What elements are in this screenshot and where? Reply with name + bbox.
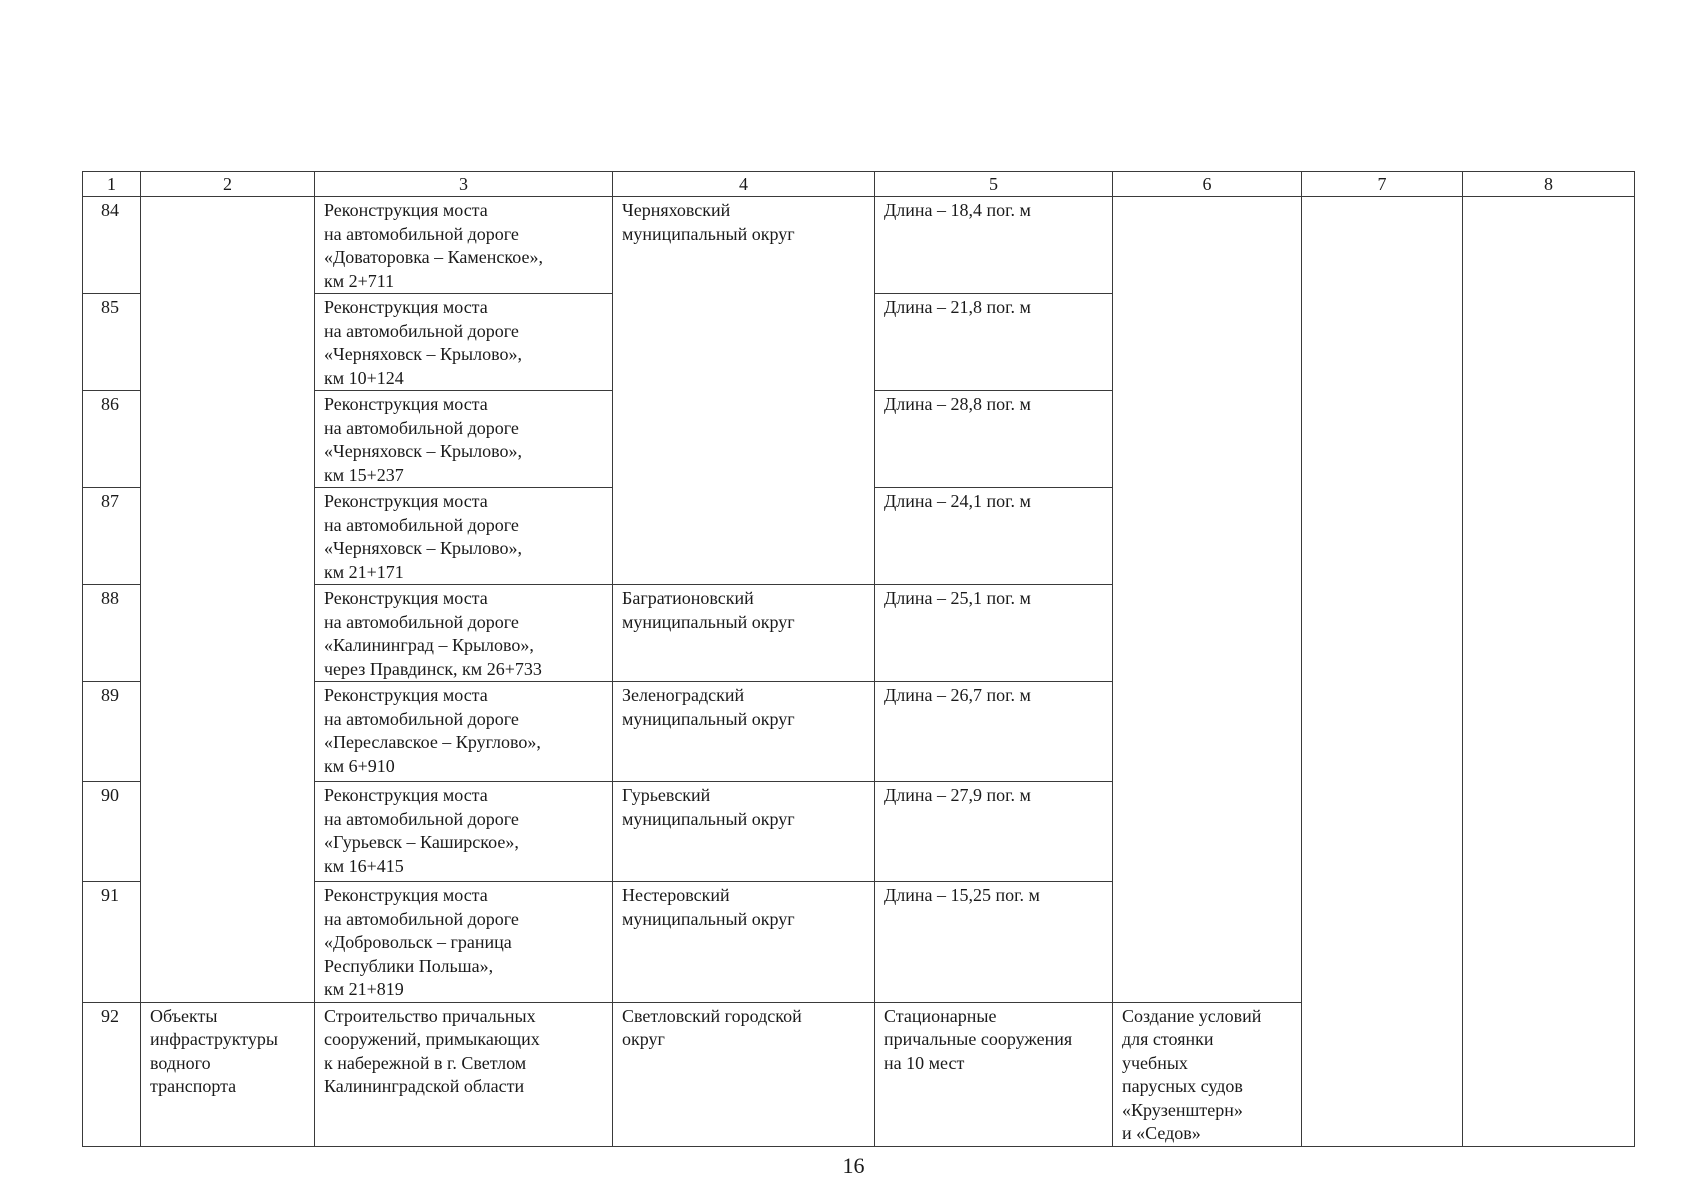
column-header-3: 3 xyxy=(315,172,613,197)
object-name-cell: Реконструкция моста на автомобильной дороге «Гурьевск – Каширское», км 16+415 xyxy=(315,782,613,882)
objects-table xyxy=(82,171,1635,1147)
characteristics-cell: Длина – 26,7 пог. м xyxy=(875,682,1113,782)
object-name-cell: Реконструкция моста на автомобильной дороге «Черняховск – Крылово», км 10+124 xyxy=(315,294,613,391)
characteristics-cell: Длина – 15,25 пог. м xyxy=(875,882,1113,1003)
object-type-cell: Объекты инфраструктуры водного транспорта xyxy=(141,1002,315,1146)
row-number: 85 xyxy=(83,294,141,391)
column-header-4: 4 xyxy=(613,172,875,197)
column-8-cell-empty xyxy=(1463,197,1635,1147)
characteristics-cell: Длина – 18,4 пог. м xyxy=(875,197,1113,294)
location-cell: Нестеровский муниципальный округ xyxy=(613,882,875,1003)
row-number: 90 xyxy=(83,782,141,882)
column-7-cell-empty xyxy=(1302,197,1463,1147)
object-name-cell: Реконструкция моста на автомобильной дороге «Черняховск – Крылово», км 15+237 xyxy=(315,391,613,488)
object-type-cell-empty xyxy=(141,197,315,1003)
characteristics-cell: Длина – 24,1 пог. м xyxy=(875,488,1113,585)
characteristics-cell: Длина – 27,9 пог. м xyxy=(875,782,1113,882)
column-header-2: 2 xyxy=(141,172,315,197)
column-header-1: 1 xyxy=(83,172,141,197)
table-row xyxy=(83,197,1635,294)
object-name-cell: Реконструкция моста на автомобильной дороге «Доваторовка – Каменское», км 2+711 xyxy=(315,197,613,294)
location-cell: Черняховский муниципальный округ xyxy=(613,197,875,585)
row-number: 88 xyxy=(83,585,141,682)
object-name-cell: Реконструкция моста на автомобильной дороге «Черняховск – Крылово», км 21+171 xyxy=(315,488,613,585)
column-number-header-row xyxy=(83,172,1635,197)
location-cell: Светловский городской округ xyxy=(613,1002,875,1146)
location-cell: Зеленоградский муниципальный округ xyxy=(613,682,875,782)
page-number: 16 xyxy=(842,1153,865,1178)
column-header-5: 5 xyxy=(875,172,1113,197)
column-header-8: 8 xyxy=(1463,172,1635,197)
purpose-cell: Создание условий для стоянки учебных парусных судов «Крузенштерн» и «Седов» xyxy=(1113,1002,1302,1146)
column-header-7: 7 xyxy=(1302,172,1463,197)
row-number: 87 xyxy=(83,488,141,585)
object-name-cell: Реконструкция моста на автомобильной дороге «Калининград – Крылово», через Правдинск, км 26+733 xyxy=(315,585,613,682)
characteristics-cell: Длина – 25,1 пог. м xyxy=(875,585,1113,682)
column-header-6: 6 xyxy=(1113,172,1302,197)
row-number: 91 xyxy=(83,882,141,1003)
row-number: 84 xyxy=(83,197,141,294)
object-name-cell: Реконструкция моста на автомобильной дороге «Добровольск – граница Республики Польша», км 21+819 xyxy=(315,882,613,1003)
row-number: 89 xyxy=(83,682,141,782)
characteristics-cell: Длина – 21,8 пог. м xyxy=(875,294,1113,391)
purpose-cell-empty xyxy=(1113,197,1302,1003)
row-number: 92 xyxy=(83,1002,141,1146)
object-name-cell: Реконструкция моста на автомобильной дороге «Переславское – Круглово», км 6+910 xyxy=(315,682,613,782)
object-name-cell: Строительство причальных сооружений, примыкающих к набережной в г. Светлом Калининградской области xyxy=(315,1002,613,1146)
characteristics-cell: Стационарные причальные сооружения на 10 мест xyxy=(875,1002,1113,1146)
characteristics-cell: Длина – 28,8 пог. м xyxy=(875,391,1113,488)
location-cell: Багратионовский муниципальный округ xyxy=(613,585,875,682)
row-number: 86 xyxy=(83,391,141,488)
location-cell: Гурьевский муниципальный округ xyxy=(613,782,875,882)
